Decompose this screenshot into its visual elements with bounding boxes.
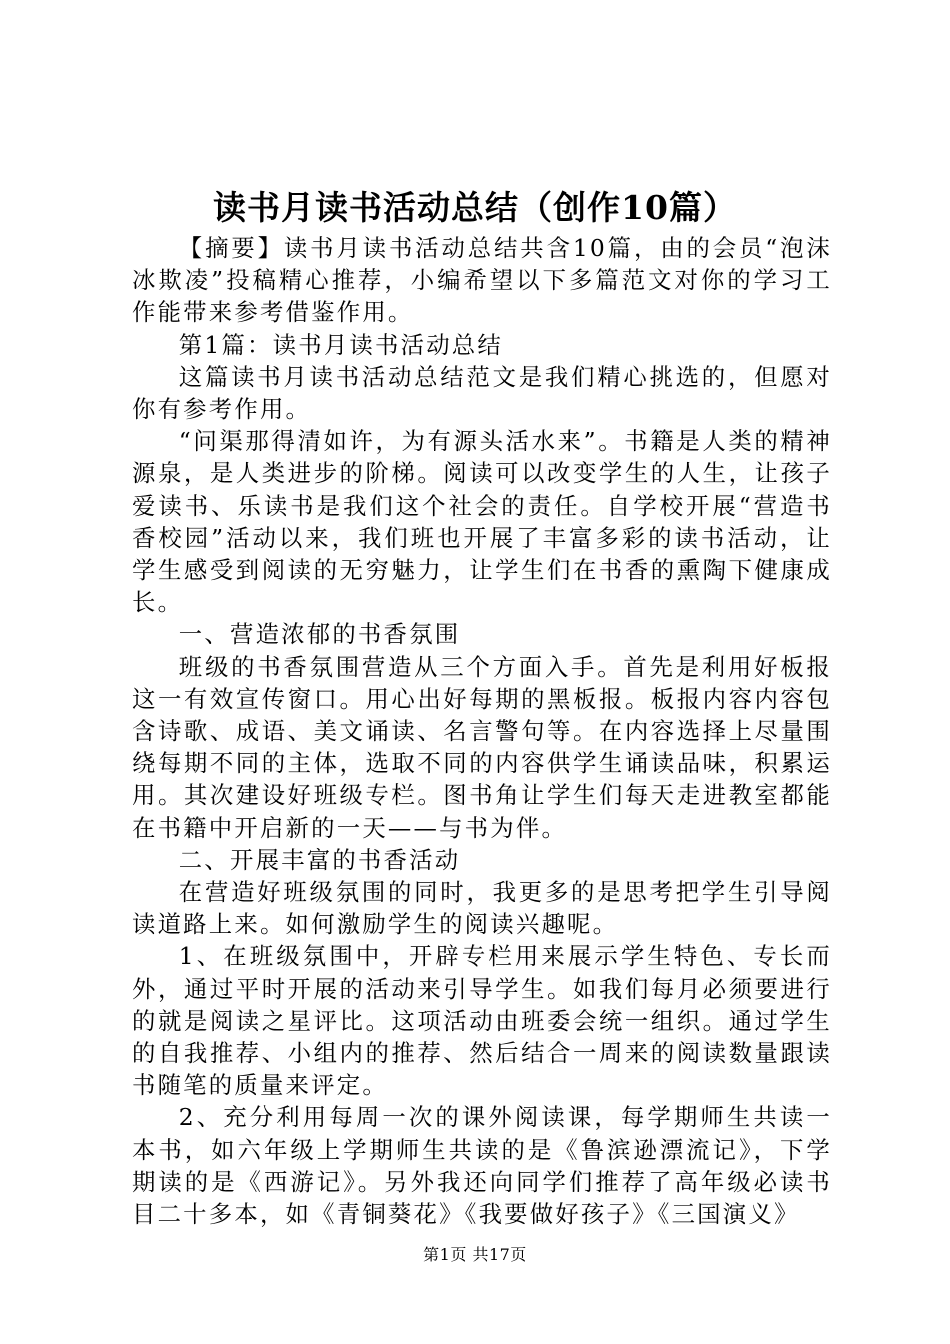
body-paragraph: 班级的书香氛围营造从三个方面入手。首先是利用好板报这一有效宣传窗口。用心出好每期的黑板报。板报内容内容包含诗歌、成语、美文诵读、名言警句等。在内容选择上尽量围绕每期不同的主体，选取不同的内容供学生诵读品味，积累运用。其次建设好班级专栏。图书角让学生们每天走进教室都能在书籍中开启新的一天——与书为伴。 — [132, 652, 832, 842]
body-paragraph: “问渠那得清如许，为有源头活水来”。书籍是人类的精神源泉，是人类进步的阶梯。阅读可以改变学生的人生，让孩子爱读书、乐读书是我们这个社会的责任。自学校开展“营造书香校园”活动以来，我们班也开展了丰富多彩的读书活动，让学生感受到阅读的无穷魅力，让学生们在书香的熏陶下健康成长。 — [132, 427, 832, 617]
abstract-paragraph: 【摘要】读书月读书活动总结共含10篇，由的会员“泡沫冰欺凌”投稿精心推荐，小编希望以下多篇范文对你的学习工作能带来参考借鉴作用。 — [132, 234, 832, 327]
numbered-paragraph: 1、在班级氛围中，开辟专栏用来展示学生特色、专长而外，通过平时开展的活动来引导学生。如我们每月必须要进行的就是阅读之星评比。这项活动由班委会统一组织。通过学生的自我推荐、小组内的推荐、然后结合一周来的阅读数量跟读书随笔的质量来评定。 — [132, 942, 832, 1100]
section-heading: 一、营造浓郁的书香氛围 — [178, 620, 461, 649]
document-title: 读书月读书活动总结（创作10篇） — [213, 188, 737, 227]
numbered-paragraph: 2、充分利用每周一次的课外阅读课，每学期师生共读一本书，如六年级上学期师生共读的是《鲁滨逊漂流记》，下学期读的是《西游记》。另外我还向同学们推荐了高年级必读书目二十多本，如《青铜葵花》《我要做好孩子》《三国演义》 — [132, 1103, 832, 1229]
section-heading-part-1: 第1篇：读书月读书活动总结 — [178, 330, 503, 359]
section-heading: 二、开展丰富的书香活动 — [178, 845, 461, 874]
page-footer: 第1页 共17页 — [423, 1245, 527, 1264]
document-body — [132, 232, 832, 1230]
body-paragraph: 在营造好班级氛围的同时，我更多的是思考把学生引导阅读道路上来。如何激励学生的阅读兴趣呢。 — [132, 878, 832, 939]
body-paragraph: 这篇读书月读书活动总结范文是我们精心挑选的，但愿对你有参考作用。 — [132, 362, 832, 424]
